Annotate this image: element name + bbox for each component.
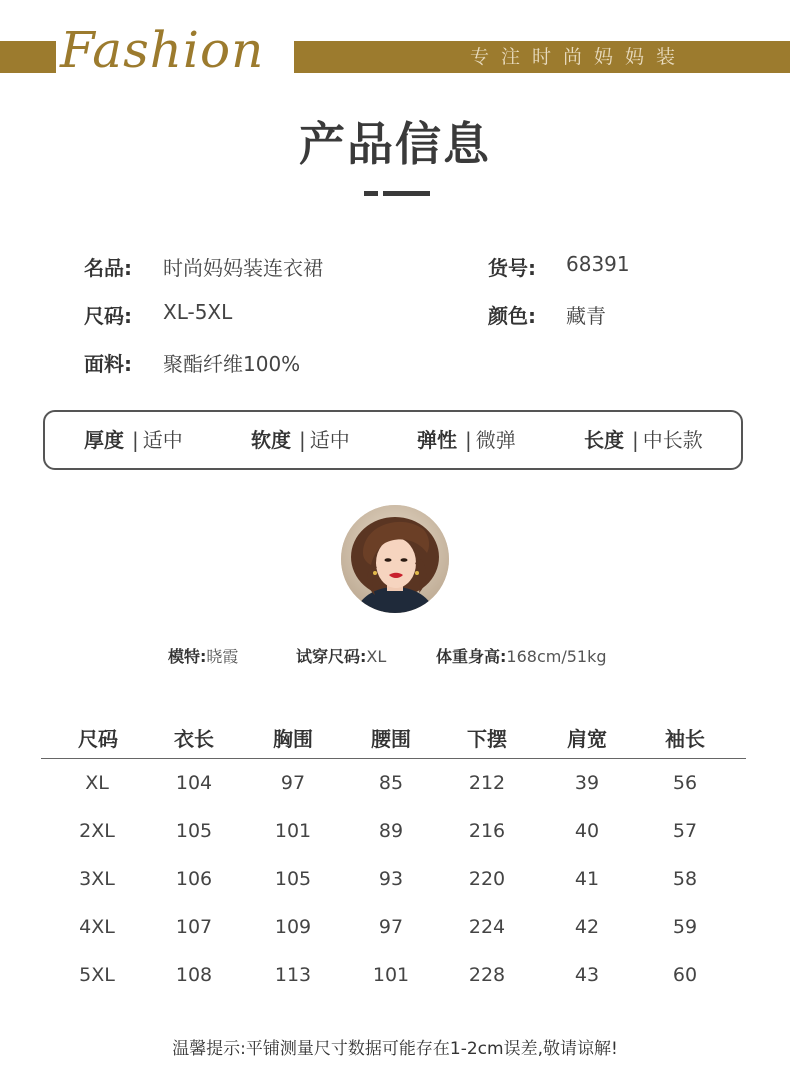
- model-name-value: 晓霞: [206, 647, 239, 666]
- title-divider-short: [364, 191, 378, 196]
- attribute-separator: |: [465, 428, 472, 452]
- sku-value: 68391: [566, 252, 630, 276]
- table-cell: 109: [274, 916, 312, 938]
- attribute-value: 中长款: [642, 428, 703, 452]
- table-cell: 224: [468, 916, 506, 938]
- attribute-separator: |: [632, 428, 639, 452]
- table-cell: 107: [175, 916, 213, 938]
- color-label: 颜色:: [488, 304, 536, 328]
- table-cell: 108: [175, 964, 213, 986]
- attribute-value: 适中: [309, 428, 350, 452]
- attribute-value: 适中: [142, 428, 183, 452]
- table-cell: 2XL: [79, 820, 115, 842]
- table-cell: 220: [468, 868, 506, 890]
- name-value: 时尚妈妈装连衣裙: [163, 256, 323, 280]
- table-cell: 104: [175, 772, 213, 794]
- attribute-key: 厚度: [84, 428, 124, 452]
- model-body-label: 体重身高:: [436, 647, 507, 666]
- model-portrait-icon: [341, 505, 449, 613]
- table-cell: 85: [378, 772, 404, 794]
- fabric-value: 聚酯纤维100%: [163, 352, 301, 376]
- model-avatar: [341, 505, 449, 613]
- table-cell: 59: [672, 916, 698, 938]
- header-slogan: 专注时尚妈妈装: [470, 46, 688, 68]
- table-cell: 57: [672, 820, 698, 842]
- table-cell: 97: [280, 772, 306, 794]
- model-size-value: XL: [366, 647, 387, 666]
- table-cell: 105: [274, 868, 312, 890]
- attribute-key: 长度: [584, 428, 624, 452]
- name-label: 名品:: [84, 256, 132, 280]
- table-header-sleeve: 袖长: [665, 727, 705, 751]
- table-header-waist: 腰围: [371, 727, 411, 751]
- table-cell: 106: [175, 868, 213, 890]
- table-cell: XL: [85, 772, 109, 794]
- model-body: [436, 645, 607, 669]
- table-cell: 39: [574, 772, 600, 794]
- table-cell: 43: [574, 964, 600, 986]
- attribute-value: 微弹: [475, 428, 516, 452]
- title-divider-long: [383, 191, 430, 196]
- table-header-hem: 下摆: [467, 727, 507, 751]
- table-cell: 113: [274, 964, 312, 986]
- brand-logo: Fashion: [60, 21, 265, 79]
- table-cell: 101: [372, 964, 410, 986]
- attribute-key: 弹性: [417, 428, 457, 452]
- table-header-size: 尺码: [78, 727, 118, 751]
- model-body-value: 168cm/51kg: [506, 647, 607, 666]
- table-cell: 97: [378, 916, 404, 938]
- table-cell: 101: [274, 820, 312, 842]
- attribute-separator: |: [299, 428, 306, 452]
- table-cell: 216: [468, 820, 506, 842]
- attribute-elasticity: [417, 425, 516, 455]
- header-band-left: [0, 41, 56, 73]
- attribute-length: [584, 425, 703, 455]
- table-cell: 3XL: [79, 868, 115, 890]
- sku-label: 货号:: [488, 256, 536, 280]
- measurement-note: 温馨提示:平铺测量尺寸数据可能存在1-2cm误差,敬请谅解!: [172, 1039, 618, 1059]
- table-cell: 105: [175, 820, 213, 842]
- table-header-length: 衣长: [174, 727, 214, 751]
- table-cell: 5XL: [79, 964, 115, 986]
- table-header-bust: 胸围: [273, 727, 313, 751]
- size-label: 尺码:: [84, 304, 132, 328]
- table-cell: 4XL: [79, 916, 115, 938]
- page-title: 产品信息: [299, 117, 491, 171]
- model-size-label: 试穿尺码:: [296, 647, 367, 666]
- color-value: 藏青: [566, 304, 606, 328]
- table-header-rule: [41, 758, 746, 759]
- table-cell: 228: [468, 964, 506, 986]
- attribute-separator: |: [132, 428, 139, 452]
- table-cell: 58: [672, 868, 698, 890]
- table-cell: 60: [672, 964, 698, 986]
- table-header-shoulder: 肩宽: [567, 727, 607, 751]
- table-cell: 212: [468, 772, 506, 794]
- size-value: XL-5XL: [163, 300, 233, 324]
- table-cell: 41: [574, 868, 600, 890]
- table-cell: 42: [574, 916, 600, 938]
- attribute-softness: [251, 425, 350, 455]
- table-cell: 93: [378, 868, 404, 890]
- fabric-label: 面料:: [84, 352, 132, 376]
- model-name-label: 模特:: [168, 647, 207, 666]
- attribute-key: 软度: [251, 428, 291, 452]
- model-name: [168, 645, 238, 669]
- table-cell: 89: [378, 820, 404, 842]
- model-trial-size: [296, 645, 386, 669]
- attribute-thickness: [84, 425, 183, 455]
- table-cell: 56: [672, 772, 698, 794]
- table-cell: 40: [574, 820, 600, 842]
